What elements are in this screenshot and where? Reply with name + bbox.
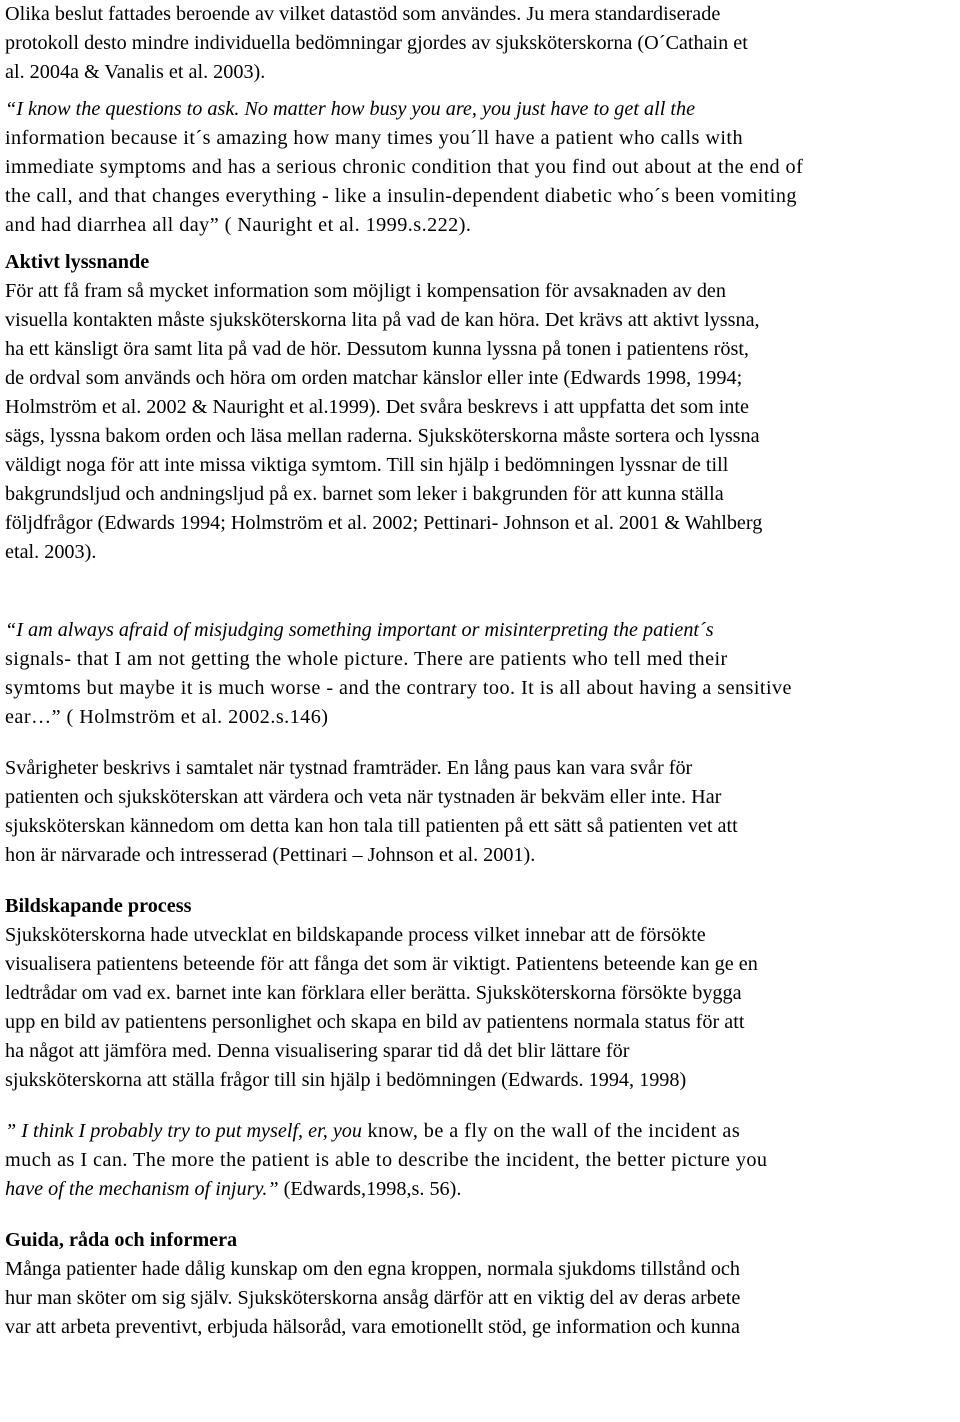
text-line: patienten och sjuksköterskan att värdera och veta när tystnaden är bekväm eller inte. Har — [5, 786, 722, 808]
intro-paragraph — [5, 0, 957, 87]
section-heading: Aktivt lyssnande — [5, 251, 150, 273]
quote-line — [5, 1117, 957, 1146]
text-line: var att arbeta preventivt, erbjuda hälsoråd, vara emotionellt stöd, ge information och kunna — [5, 1316, 740, 1338]
text-line: al. 2004a & Vanalis et al. 2003). — [5, 61, 266, 83]
text-line: etal. 2003). — [5, 541, 97, 563]
text-line: väldigt noga för att inte missa viktiga symtom. Till sin hjälp i bedömningen lyssnar de till — [5, 454, 729, 476]
text-line: de ordval som används och höra om orden matchar känslor eller inte (Edwards 1998, 1994; — [5, 367, 743, 389]
quote-line: information because it´s amazing how many times you´ll have a patient who calls with — [5, 127, 744, 149]
text-line: bakgrundsljud och andningsljud på ex. barnet som leker i bakgrunden för att kunna ställa — [5, 483, 724, 505]
quote-line: “I know the questions to ask. No matter how busy you are, you just have to get all the — [5, 98, 696, 120]
section-heading: Bildskapande process — [5, 895, 192, 917]
quote-italic-part: have of the mechanism of injury.” — [5, 1178, 279, 1200]
text-line: Olika beslut fattades beroende av vilket datastöd som användes. Ju mera standardiserade — [5, 3, 721, 25]
document-page — [5, 0, 957, 1342]
text-line: Många patienter hade dålig kunskap om den egna kroppen, normala sjukdoms tillstånd och — [5, 1258, 740, 1280]
text-line: Svårigheter beskrivs i samtalet när tystnad framträder. En lång paus kan vara svår för — [5, 757, 693, 779]
quote-italic-part: ” I think I probably try to put myself, er, you — [5, 1120, 362, 1142]
quote-plain-part: know, be a fly on the wall of the incident as — [361, 1120, 741, 1142]
text-line: ledtrådar om vad ex. barnet inte kan förklara eller berätta. Sjuksköterskorna försökte bygga — [5, 982, 742, 1004]
svarigheter-paragraph — [5, 754, 957, 870]
section-heading: Guida, råda och informera — [5, 1229, 238, 1251]
section-guida-rada-informera — [5, 1226, 957, 1342]
quote-line: signals- that I am not getting the whole picture. There are patients who tell med their — [5, 648, 728, 670]
quote-line — [5, 1175, 957, 1204]
text-line: följdfrågor (Edwards 1994; Holmström et al. 2002; Pettinari- Johnson et al. 2001 & Wahlberg — [5, 512, 763, 534]
quote-line: “I am always afraid of misjudging something important or misinterpreting the patient´s — [5, 619, 714, 641]
text-line: visualisera patientens beteende för att fånga det som är viktigt. Patientens beteende kan ge en — [5, 953, 758, 975]
text-line: visuella kontakten måste sjuksköterskorna lita på vad de kan höra. Det krävs att aktivt lyssna, — [5, 309, 760, 331]
quote-plain-part: (Edwards,1998,s. 56). — [278, 1178, 462, 1200]
quote-line: ear…” ( Holmström et al. 2002.s.146) — [5, 706, 329, 728]
text-line: sjuksköterskorna att ställa frågor till sin hjälp i bedömningen (Edwards. 1994, 1998) — [5, 1069, 687, 1091]
text-line: sägs, lyssna bakom orden och läsa mellan raderna. Sjuksköterskorna måste sortera och lyssna — [5, 425, 760, 447]
text-line: hur man sköter om sig själv. Sjuksköterskorna ansåg därför att en viktig del av deras arbete — [5, 1287, 741, 1309]
text-line: För att få fram så mycket information som möjligt i kompensation för avsaknaden av den — [5, 280, 726, 302]
text-line: ha något att jämföra med. Denna visualisering sparar tid då det blir lättare för — [5, 1040, 630, 1062]
text-line: ha ett känsligt öra samt lita på vad de hör. Dessutom kunna lyssna på tonen i patientens röst, — [5, 338, 749, 360]
quote-edwards — [5, 1117, 957, 1204]
text-line: Holmström et al. 2002 & Nauright et al.1999). Det svåra beskrevs i att uppfatta det som inte — [5, 396, 749, 418]
text-line: Sjuksköterskorna hade utvecklat en bildskapande process vilket innebar att de försökte — [5, 924, 706, 946]
text-line: protokoll desto mindre individuella bedömningar gjordes av sjuksköterskorna (O´Cathain et — [5, 32, 748, 54]
quote-line: symtoms but maybe it is much worse - and the contrary too. It is all about having a sensitive — [5, 677, 792, 699]
section-bildskapande-process — [5, 892, 957, 1095]
quote-line: immediate symptoms and has a serious chronic condition that you find out about at the end of — [5, 156, 804, 178]
section-aktivt-lyssnande — [5, 248, 957, 567]
quote-line: and had diarrhea all day” ( Nauright et al. 1999.s.222). — [5, 214, 472, 236]
quote-holmstrom — [5, 616, 957, 732]
text-line: hon är närvarade och intresserad (Pettinari – Johnson et al. 2001). — [5, 844, 536, 866]
quote-line: the call, and that changes everything - like a insulin-dependent diabetic who´s been vomiting — [5, 185, 797, 207]
quote-line: much as I can. The more the patient is able to describe the incident, the better picture you — [5, 1149, 768, 1171]
text-line: sjuksköterskan kännedom om detta kan hon tala till patienten på ett sätt så patienten vet att — [5, 815, 738, 837]
quote-nauright — [5, 95, 957, 240]
text-line: upp en bild av patientens personlighet och skapa en bild av patientens normala status för att — [5, 1011, 745, 1033]
